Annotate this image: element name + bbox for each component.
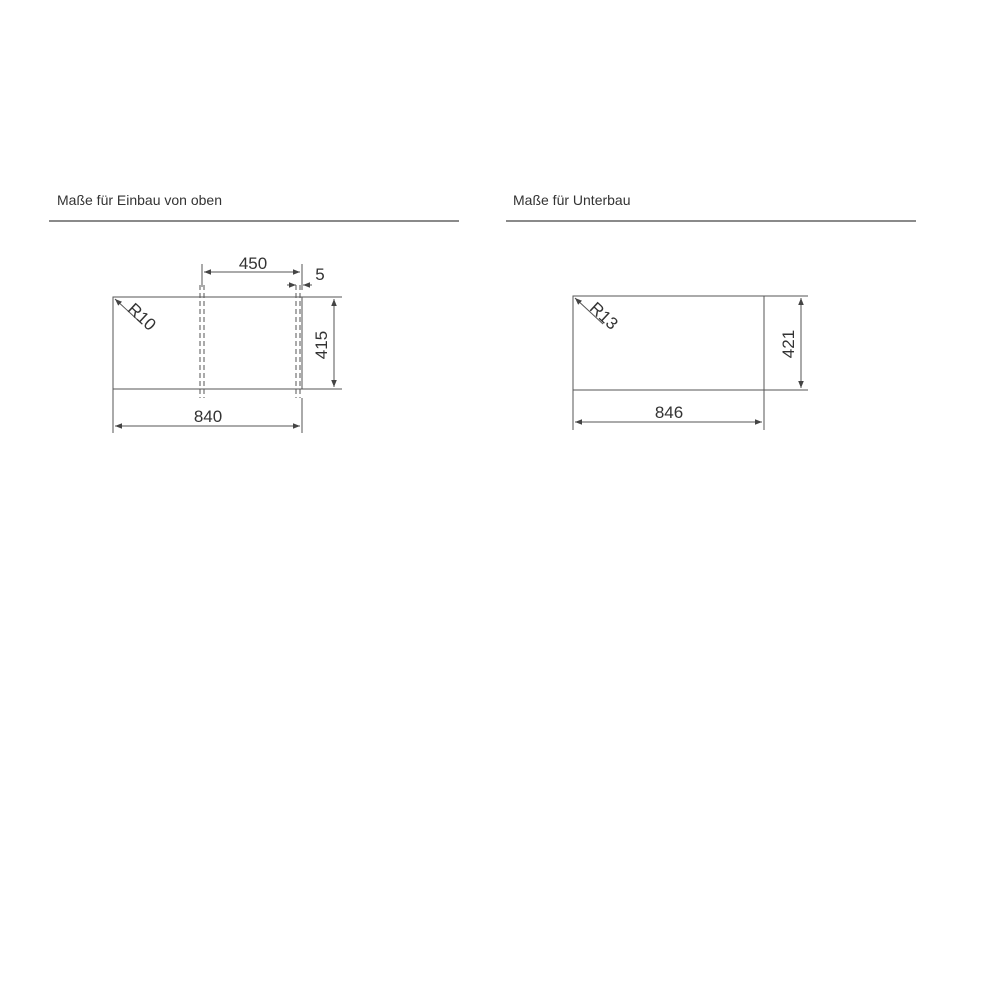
left-section-heading: Maße für Einbau von oben: [57, 192, 222, 208]
right-radius-label: R13: [585, 298, 622, 334]
right-section-heading: Maße für Unterbau: [513, 192, 631, 208]
right-dim-width-label: 846: [654, 403, 684, 422]
left-radius-label: R10: [123, 299, 160, 335]
right-dim-height-label: 421: [779, 329, 798, 359]
left-dim-offset-label: 5: [315, 265, 325, 284]
left-dim-inner-label: 450: [238, 254, 268, 273]
left-dim-height-label: 415: [312, 330, 331, 360]
left-drawing: [113, 264, 342, 433]
left-dim-width-label: 840: [193, 407, 223, 426]
